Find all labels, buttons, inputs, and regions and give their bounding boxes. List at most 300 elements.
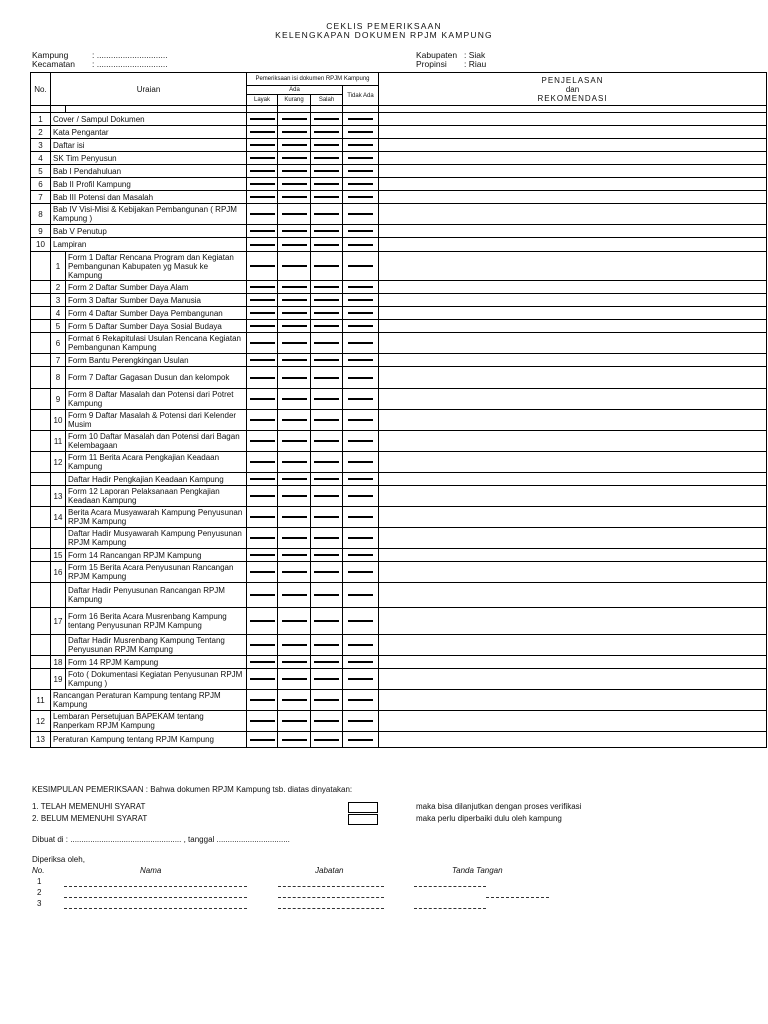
check-box-kurang[interactable] bbox=[282, 644, 307, 646]
table-row bbox=[31, 549, 767, 562]
row-text: Cover / Sampul Dokumen bbox=[51, 113, 247, 126]
check-box-salah[interactable] bbox=[314, 342, 339, 344]
cell-layak bbox=[247, 252, 278, 281]
row-subnumber: 4 bbox=[51, 307, 66, 320]
cell-kurang bbox=[278, 562, 311, 583]
cell-salah bbox=[311, 431, 343, 452]
check-box-layak[interactable] bbox=[250, 213, 275, 215]
check-box-salah[interactable] bbox=[314, 678, 339, 680]
check-box-kurang[interactable] bbox=[282, 359, 307, 361]
cell-penjelasan[interactable] bbox=[379, 690, 767, 711]
table-row bbox=[31, 354, 767, 367]
table-row bbox=[31, 690, 767, 711]
kabupaten-label: Kabupaten bbox=[416, 50, 458, 60]
cell-penjelasan[interactable] bbox=[379, 486, 767, 507]
check-box-kurang[interactable] bbox=[282, 537, 307, 539]
check-box-kurang[interactable] bbox=[282, 699, 307, 701]
cell-penjelasan[interactable] bbox=[379, 178, 767, 191]
cell-kurang bbox=[278, 732, 311, 748]
cell-salah bbox=[311, 281, 343, 294]
check-box-salah[interactable] bbox=[314, 699, 339, 701]
check-box-salah[interactable] bbox=[314, 183, 339, 185]
check-box-tidak-ada[interactable] bbox=[348, 571, 373, 573]
row-subnumber: 17 bbox=[51, 608, 66, 635]
cell-kurang bbox=[278, 294, 311, 307]
cell-penjelasan[interactable] bbox=[379, 113, 767, 126]
check-box-salah[interactable] bbox=[314, 478, 339, 480]
check-box-kurang[interactable] bbox=[282, 170, 307, 172]
cell-tidak-ada bbox=[343, 583, 379, 608]
check-box-layak[interactable] bbox=[250, 678, 275, 680]
cell-salah bbox=[311, 252, 343, 281]
check-box-layak[interactable] bbox=[250, 265, 275, 267]
row-text: Form Bantu Perengkingan Usulan bbox=[66, 354, 247, 367]
table-row bbox=[31, 452, 767, 473]
check-box-layak[interactable] bbox=[250, 699, 275, 701]
table-row bbox=[31, 389, 767, 410]
check-box-kurang[interactable] bbox=[282, 230, 307, 232]
check-box-salah[interactable] bbox=[314, 398, 339, 400]
sig-row-2-jabatan-line[interactable] bbox=[278, 897, 384, 898]
check-box-tidak-ada[interactable] bbox=[348, 661, 373, 663]
row-text: Format 6 Rekapitulasi Usulan Rencana Kegiatan Pembangunan Kampung bbox=[66, 333, 247, 354]
check-box-tidak-ada[interactable] bbox=[348, 478, 373, 480]
check-box-kurang[interactable] bbox=[282, 244, 307, 246]
check-box-layak[interactable] bbox=[250, 620, 275, 622]
sig-row-2-ttd-line[interactable] bbox=[486, 897, 549, 898]
cell-penjelasan[interactable] bbox=[379, 252, 767, 281]
check-box-salah[interactable] bbox=[314, 170, 339, 172]
row-text: Lampiran bbox=[51, 238, 247, 252]
check-box-salah[interactable] bbox=[314, 440, 339, 442]
check-box-tidak-ada[interactable] bbox=[348, 144, 373, 146]
check-box-kurang[interactable] bbox=[282, 183, 307, 185]
check-box-layak[interactable] bbox=[250, 495, 275, 497]
row-number bbox=[31, 307, 51, 320]
cell-penjelasan[interactable] bbox=[379, 431, 767, 452]
check-box-kurang[interactable] bbox=[282, 419, 307, 421]
check-box-layak[interactable] bbox=[250, 342, 275, 344]
check-box-kurang[interactable] bbox=[282, 516, 307, 518]
cell-kurang bbox=[278, 528, 311, 549]
check-box-salah[interactable] bbox=[314, 157, 339, 159]
check-box-kurang[interactable] bbox=[282, 312, 307, 314]
check-box-salah[interactable] bbox=[314, 118, 339, 120]
table-row bbox=[31, 473, 767, 486]
check-box-layak[interactable] bbox=[250, 244, 275, 246]
check-box-kurang[interactable] bbox=[282, 196, 307, 198]
cell-penjelasan[interactable] bbox=[379, 225, 767, 238]
table-row bbox=[31, 583, 767, 608]
check-box-kurang[interactable] bbox=[282, 342, 307, 344]
check-box-tidak-ada[interactable] bbox=[348, 265, 373, 267]
table-row bbox=[31, 431, 767, 452]
table-row bbox=[31, 732, 767, 748]
check-box-salah[interactable] bbox=[314, 661, 339, 663]
cell-penjelasan[interactable] bbox=[379, 473, 767, 486]
check-box-tidak-ada[interactable] bbox=[348, 299, 373, 301]
cell-penjelasan[interactable] bbox=[379, 204, 767, 225]
option-2-note: maka perlu diperbaiki dulu oleh kampung bbox=[416, 814, 562, 823]
sig-row-3-ttd-line[interactable] bbox=[414, 908, 486, 909]
check-box-layak[interactable] bbox=[250, 398, 275, 400]
check-box-salah[interactable] bbox=[314, 286, 339, 288]
check-box-salah[interactable] bbox=[314, 131, 339, 133]
cell-penjelasan[interactable] bbox=[379, 732, 767, 748]
check-box-salah[interactable] bbox=[314, 571, 339, 573]
cell-salah bbox=[311, 225, 343, 238]
check-box-tidak-ada[interactable] bbox=[348, 196, 373, 198]
cell-penjelasan[interactable] bbox=[379, 191, 767, 204]
check-box-tidak-ada[interactable] bbox=[348, 644, 373, 646]
check-box-tidak-ada[interactable] bbox=[348, 554, 373, 556]
table-row bbox=[31, 204, 767, 225]
kecamatan-value: : .............................. bbox=[92, 59, 168, 69]
check-box-salah[interactable] bbox=[314, 461, 339, 463]
cell-penjelasan[interactable] bbox=[379, 711, 767, 732]
check-box-layak[interactable] bbox=[250, 571, 275, 573]
check-box-tidak-ada[interactable] bbox=[348, 620, 373, 622]
check-box-kurang[interactable] bbox=[282, 213, 307, 215]
check-box-salah[interactable] bbox=[314, 325, 339, 327]
option-1-checkbox[interactable] bbox=[348, 802, 378, 813]
check-box-salah[interactable] bbox=[314, 554, 339, 556]
check-box-layak[interactable] bbox=[250, 537, 275, 539]
doc-title-line1: CEKLIS PEMERIKSAAN bbox=[326, 21, 442, 31]
kesimpulan-text: KESIMPULAN PEMERIKSAAN : Bahwa dokumen RPJM Kampung tsb. diatas dinyatakan: bbox=[32, 785, 353, 794]
cell-tidak-ada bbox=[343, 656, 379, 669]
check-box-layak[interactable] bbox=[250, 299, 275, 301]
check-box-kurang[interactable] bbox=[282, 398, 307, 400]
check-box-tidak-ada[interactable] bbox=[348, 118, 373, 120]
cell-tidak-ada bbox=[343, 281, 379, 294]
check-box-kurang[interactable] bbox=[282, 620, 307, 622]
check-box-layak[interactable] bbox=[250, 739, 275, 741]
check-box-salah[interactable] bbox=[314, 196, 339, 198]
row-subnumber: 16 bbox=[51, 562, 66, 583]
cell-kurang bbox=[278, 126, 311, 139]
row-text: Daftar Hadir Penyusunan Rancangan RPJM Kampung bbox=[66, 583, 247, 608]
checklist-table bbox=[30, 72, 767, 748]
check-box-tidak-ada[interactable] bbox=[348, 440, 373, 442]
row-number bbox=[31, 452, 51, 473]
cell-salah bbox=[311, 549, 343, 562]
check-box-kurang[interactable] bbox=[282, 661, 307, 663]
check-box-layak[interactable] bbox=[250, 720, 275, 722]
check-box-tidak-ada[interactable] bbox=[348, 720, 373, 722]
check-box-tidak-ada[interactable] bbox=[348, 230, 373, 232]
check-box-salah[interactable] bbox=[314, 312, 339, 314]
dibuat-di-line: Dibuat di : .................................................. , tanggal ................................. bbox=[32, 835, 290, 844]
cell-penjelasan[interactable] bbox=[379, 608, 767, 635]
check-box-layak[interactable] bbox=[250, 440, 275, 442]
sig-row-2-nama-line[interactable] bbox=[64, 897, 247, 898]
check-box-kurang[interactable] bbox=[282, 131, 307, 133]
check-box-layak[interactable] bbox=[250, 478, 275, 480]
check-box-layak[interactable] bbox=[250, 644, 275, 646]
row-text: Form 9 Daftar Masalah & Potensi dari Kelender Musim bbox=[66, 410, 247, 431]
col-kurang-header: Kurang bbox=[278, 95, 311, 106]
check-box-tidak-ada[interactable] bbox=[348, 699, 373, 701]
check-box-tidak-ada[interactable] bbox=[348, 286, 373, 288]
check-box-layak[interactable] bbox=[250, 359, 275, 361]
check-box-salah[interactable] bbox=[314, 720, 339, 722]
cell-layak bbox=[247, 690, 278, 711]
row-number: 13 bbox=[31, 732, 51, 748]
cell-penjelasan[interactable] bbox=[379, 165, 767, 178]
check-box-tidak-ada[interactable] bbox=[348, 183, 373, 185]
cell-kurang bbox=[278, 113, 311, 126]
cell-penjelasan[interactable] bbox=[379, 410, 767, 431]
check-box-tidak-ada[interactable] bbox=[348, 325, 373, 327]
cell-penjelasan[interactable] bbox=[379, 528, 767, 549]
check-box-tidak-ada[interactable] bbox=[348, 495, 373, 497]
check-box-layak[interactable] bbox=[250, 286, 275, 288]
row-text: Bab III Potensi dan Masalah bbox=[51, 191, 247, 204]
cell-tidak-ada bbox=[343, 191, 379, 204]
cell-layak bbox=[247, 583, 278, 608]
check-box-tidak-ada[interactable] bbox=[348, 170, 373, 172]
cell-penjelasan[interactable] bbox=[379, 656, 767, 669]
check-box-layak[interactable] bbox=[250, 594, 275, 596]
cell-salah bbox=[311, 635, 343, 656]
cell-layak bbox=[247, 139, 278, 152]
cell-penjelasan[interactable] bbox=[379, 320, 767, 333]
check-box-layak[interactable] bbox=[250, 196, 275, 198]
check-box-kurang[interactable] bbox=[282, 440, 307, 442]
check-box-layak[interactable] bbox=[250, 312, 275, 314]
check-box-layak[interactable] bbox=[250, 554, 275, 556]
row-text: Bab II Profil Kampung bbox=[51, 178, 247, 191]
cell-layak bbox=[247, 410, 278, 431]
cell-penjelasan[interactable] bbox=[379, 367, 767, 389]
check-box-tidak-ada[interactable] bbox=[348, 312, 373, 314]
cell-penjelasan[interactable] bbox=[379, 562, 767, 583]
cell-penjelasan[interactable] bbox=[379, 669, 767, 690]
cell-layak bbox=[247, 562, 278, 583]
row-number bbox=[31, 669, 51, 690]
cell-tidak-ada bbox=[343, 367, 379, 389]
check-box-salah[interactable] bbox=[314, 419, 339, 421]
cell-penjelasan[interactable] bbox=[379, 294, 767, 307]
check-box-salah[interactable] bbox=[314, 144, 339, 146]
cell-penjelasan[interactable] bbox=[379, 452, 767, 473]
row-subnumber bbox=[51, 635, 66, 656]
cell-salah bbox=[311, 562, 343, 583]
check-box-salah[interactable] bbox=[314, 244, 339, 246]
check-box-tidak-ada[interactable] bbox=[348, 739, 373, 741]
check-box-tidak-ada[interactable] bbox=[348, 131, 373, 133]
check-box-salah[interactable] bbox=[314, 644, 339, 646]
check-box-layak[interactable] bbox=[250, 131, 275, 133]
row-text: Bab V Penutup bbox=[51, 225, 247, 238]
row-number bbox=[31, 354, 51, 367]
check-box-kurang[interactable] bbox=[282, 286, 307, 288]
cell-kurang bbox=[278, 333, 311, 354]
check-box-kurang[interactable] bbox=[282, 144, 307, 146]
check-box-layak[interactable] bbox=[250, 419, 275, 421]
check-box-salah[interactable] bbox=[314, 359, 339, 361]
check-box-kurang[interactable] bbox=[282, 739, 307, 741]
table-row bbox=[31, 562, 767, 583]
check-box-salah[interactable] bbox=[314, 537, 339, 539]
check-box-kurang[interactable] bbox=[282, 118, 307, 120]
check-box-tidak-ada[interactable] bbox=[348, 244, 373, 246]
cell-salah bbox=[311, 583, 343, 608]
check-box-kurang[interactable] bbox=[282, 461, 307, 463]
check-box-salah[interactable] bbox=[314, 265, 339, 267]
cell-tidak-ada bbox=[343, 238, 379, 252]
table-row bbox=[31, 178, 767, 191]
check-box-salah[interactable] bbox=[314, 230, 339, 232]
row-text: Form 15 Berita Acara Penyusunan Rancangan RPJM Kampung bbox=[66, 562, 247, 583]
cell-penjelasan[interactable] bbox=[379, 281, 767, 294]
cell-tidak-ada bbox=[343, 152, 379, 165]
check-box-layak[interactable] bbox=[250, 461, 275, 463]
sig-row-1-ttd-line[interactable] bbox=[414, 886, 486, 887]
col-ada-header: Ada bbox=[247, 86, 343, 95]
table-row bbox=[31, 486, 767, 507]
cell-penjelasan[interactable] bbox=[379, 549, 767, 562]
check-box-tidak-ada[interactable] bbox=[348, 377, 373, 379]
check-box-tidak-ada[interactable] bbox=[348, 157, 373, 159]
check-box-layak[interactable] bbox=[250, 144, 275, 146]
cell-layak bbox=[247, 431, 278, 452]
cell-penjelasan[interactable] bbox=[379, 389, 767, 410]
check-box-tidak-ada[interactable] bbox=[348, 342, 373, 344]
check-box-salah[interactable] bbox=[314, 213, 339, 215]
sig-row-3-nama-line[interactable] bbox=[64, 908, 247, 909]
check-box-layak[interactable] bbox=[250, 230, 275, 232]
cell-penjelasan[interactable] bbox=[379, 354, 767, 367]
check-box-salah[interactable] bbox=[314, 377, 339, 379]
cell-layak bbox=[247, 549, 278, 562]
check-box-salah[interactable] bbox=[314, 620, 339, 622]
row-number: 8 bbox=[31, 204, 51, 225]
col-uraian-header: Uraian bbox=[51, 73, 247, 106]
check-box-kurang[interactable] bbox=[282, 299, 307, 301]
row-number bbox=[31, 608, 51, 635]
check-box-kurang[interactable] bbox=[282, 377, 307, 379]
cell-penjelasan[interactable] bbox=[379, 139, 767, 152]
cell-kurang bbox=[278, 656, 311, 669]
check-box-kurang[interactable] bbox=[282, 594, 307, 596]
sig-col-jabatan: Jabatan bbox=[315, 866, 344, 875]
check-box-tidak-ada[interactable] bbox=[348, 419, 373, 421]
cell-tidak-ada bbox=[343, 178, 379, 191]
check-box-tidak-ada[interactable] bbox=[348, 516, 373, 518]
row-number bbox=[31, 320, 51, 333]
cell-penjelasan[interactable] bbox=[379, 333, 767, 354]
cell-layak bbox=[247, 333, 278, 354]
check-box-salah[interactable] bbox=[314, 594, 339, 596]
table-row bbox=[31, 191, 767, 204]
check-box-layak[interactable] bbox=[250, 325, 275, 327]
check-box-salah[interactable] bbox=[314, 516, 339, 518]
cell-layak bbox=[247, 473, 278, 486]
cell-penjelasan[interactable] bbox=[379, 307, 767, 320]
option-1-label: 1. TELAH MEMENUHI SYARAT bbox=[32, 802, 146, 811]
cell-layak bbox=[247, 354, 278, 367]
check-box-kurang[interactable] bbox=[282, 554, 307, 556]
cell-salah bbox=[311, 690, 343, 711]
sig-row-3-jabatan-line[interactable] bbox=[278, 908, 384, 909]
check-box-tidak-ada[interactable] bbox=[348, 398, 373, 400]
row-number: 2 bbox=[31, 126, 51, 139]
check-box-layak[interactable] bbox=[250, 516, 275, 518]
table-row bbox=[31, 635, 767, 656]
check-box-kurang[interactable] bbox=[282, 495, 307, 497]
cell-layak bbox=[247, 113, 278, 126]
cell-layak bbox=[247, 178, 278, 191]
check-box-layak[interactable] bbox=[250, 183, 275, 185]
check-box-layak[interactable] bbox=[250, 661, 275, 663]
cell-layak bbox=[247, 126, 278, 139]
check-box-layak[interactable] bbox=[250, 157, 275, 159]
doc-title-line2: KELENGKAPAN DOKUMEN RPJM KAMPUNG bbox=[275, 30, 493, 40]
check-box-layak[interactable] bbox=[250, 118, 275, 120]
check-box-tidak-ada[interactable] bbox=[348, 461, 373, 463]
row-subnumber: 15 bbox=[51, 549, 66, 562]
check-box-tidak-ada[interactable] bbox=[348, 213, 373, 215]
check-box-kurang[interactable] bbox=[282, 157, 307, 159]
cell-penjelasan[interactable] bbox=[379, 238, 767, 252]
kecamatan-field bbox=[32, 59, 168, 69]
cell-kurang bbox=[278, 354, 311, 367]
check-box-kurang[interactable] bbox=[282, 265, 307, 267]
check-box-salah[interactable] bbox=[314, 299, 339, 301]
cell-salah bbox=[311, 126, 343, 139]
row-number bbox=[31, 635, 51, 656]
cell-salah bbox=[311, 711, 343, 732]
cell-tidak-ada bbox=[343, 486, 379, 507]
table-row bbox=[31, 238, 767, 252]
check-box-kurang[interactable] bbox=[282, 720, 307, 722]
check-box-kurang[interactable] bbox=[282, 678, 307, 680]
cell-tidak-ada bbox=[343, 113, 379, 126]
cell-penjelasan[interactable] bbox=[379, 635, 767, 656]
check-box-salah[interactable] bbox=[314, 739, 339, 741]
cell-penjelasan[interactable] bbox=[379, 583, 767, 608]
row-number bbox=[31, 473, 51, 486]
cell-layak bbox=[247, 656, 278, 669]
check-box-tidak-ada[interactable] bbox=[348, 678, 373, 680]
table-row bbox=[31, 507, 767, 528]
col-check-header: Pemeriksaan isi dokumen RPJM Kampung bbox=[247, 73, 379, 86]
check-box-tidak-ada[interactable] bbox=[348, 359, 373, 361]
cell-tidak-ada bbox=[343, 507, 379, 528]
check-box-kurang[interactable] bbox=[282, 571, 307, 573]
check-box-kurang[interactable] bbox=[282, 478, 307, 480]
check-box-tidak-ada[interactable] bbox=[348, 594, 373, 596]
cell-layak bbox=[247, 608, 278, 635]
sig-row-1-jabatan-line[interactable] bbox=[278, 886, 384, 887]
option-2-checkbox[interactable] bbox=[348, 814, 378, 825]
propinsi-value: : Riau bbox=[464, 59, 487, 69]
cell-penjelasan[interactable] bbox=[379, 152, 767, 165]
row-number bbox=[31, 431, 51, 452]
cell-penjelasan[interactable] bbox=[379, 507, 767, 528]
col-no-header: No. bbox=[31, 73, 51, 106]
cell-penjelasan[interactable] bbox=[379, 126, 767, 139]
check-box-salah[interactable] bbox=[314, 495, 339, 497]
check-box-layak[interactable] bbox=[250, 377, 275, 379]
check-box-tidak-ada[interactable] bbox=[348, 537, 373, 539]
row-subnumber: 14 bbox=[51, 507, 66, 528]
sig-row-1-nama-line[interactable] bbox=[64, 886, 247, 887]
check-box-kurang[interactable] bbox=[282, 325, 307, 327]
check-box-layak[interactable] bbox=[250, 170, 275, 172]
